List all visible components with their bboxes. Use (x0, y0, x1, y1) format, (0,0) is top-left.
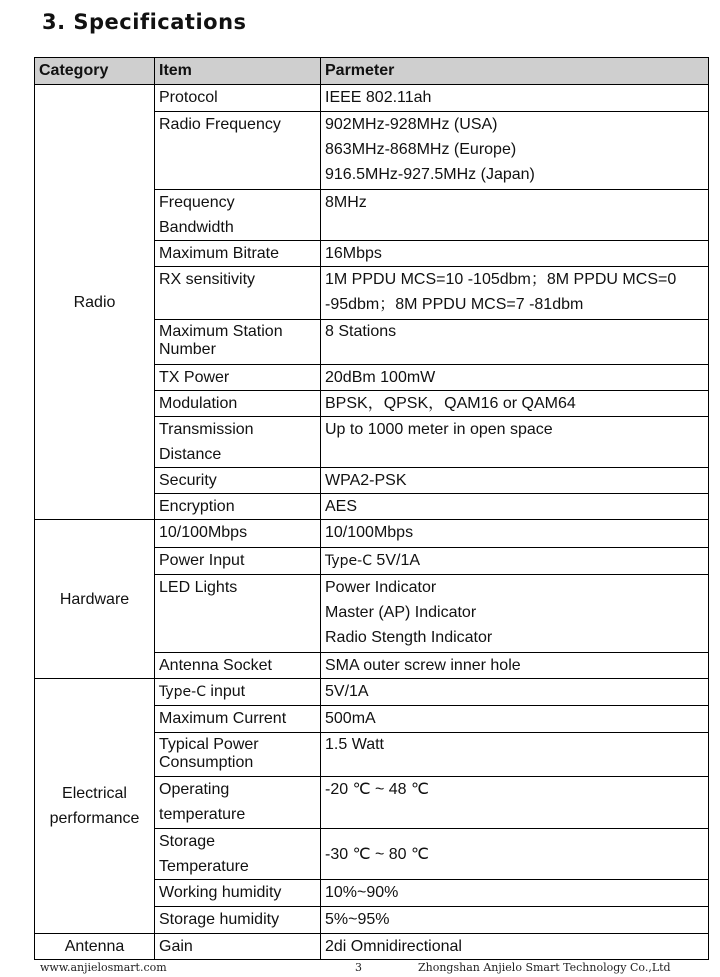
value-line: Radio Stength Indicator (325, 629, 493, 646)
category-line: performance (49, 810, 140, 827)
table-header-row (35, 58, 709, 85)
value-cell: -30 ℃ ~ 80 ℃ (321, 829, 709, 880)
value-cell (321, 575, 709, 653)
item-cell: Antenna Socket (155, 653, 321, 679)
table-row (35, 520, 709, 548)
column-header: Item (155, 58, 321, 85)
item-line: Distance (159, 446, 222, 463)
item-cell (155, 320, 321, 365)
item-line: Operating (159, 781, 230, 798)
value-cell: 20dBm 100mW (321, 365, 709, 391)
item-cell: 10/100Mbps (155, 520, 321, 548)
column-header: Category (35, 58, 155, 85)
item-cell: Working humidity (155, 880, 321, 907)
item-cell: Encryption (155, 494, 321, 520)
value-cell: 5%~95% (321, 907, 709, 934)
item-cell: RX sensitivity (155, 267, 321, 320)
value-cell: 500mA (321, 706, 709, 733)
item-line: Consumption (159, 754, 254, 771)
item-cell: LED Lights (155, 575, 321, 653)
item-cell (155, 679, 321, 706)
item-line: Frequency (159, 194, 235, 211)
item-cell: TX Power (155, 365, 321, 391)
value-cell: 1.5 Watt (321, 733, 709, 777)
category-cell: Radio (35, 85, 155, 520)
footer-website: www.anjielosmart.com (40, 961, 167, 974)
item-line: Maximum Station (159, 323, 283, 340)
item-cell: Power Input (155, 548, 321, 575)
value-cell: SMA outer screw inner hole (321, 653, 709, 679)
category-line: Electrical (62, 785, 127, 802)
value-cell: 16Mbps (321, 241, 709, 267)
value-line: -95dbm；8M PPDU MCS=7 -81dbm (325, 296, 584, 313)
value-cell: Up to 1000 meter in open space (321, 417, 709, 468)
value-cell: AES (321, 494, 709, 520)
value-text: 5V/1A (371, 552, 421, 569)
item-line: Number (159, 341, 216, 358)
value-cell: WPA2-PSK (321, 468, 709, 494)
value-line: Master (AP) Indicator (325, 604, 477, 621)
value-cell: 8 Stations (321, 320, 709, 365)
item-cell (155, 829, 321, 880)
item-line: Storage (159, 833, 216, 850)
item-cell (155, 777, 321, 829)
item-line: Transmission (159, 421, 254, 438)
item-prefix: Type-C (159, 684, 206, 700)
value-line: 902MHz-928MHz (USA) (325, 116, 498, 133)
item-cell: Radio Frequency (155, 112, 321, 190)
column-header: Parmeter (321, 58, 709, 85)
value-cell: 8MHz (321, 190, 709, 241)
item-cell (155, 733, 321, 777)
category-cell (35, 679, 155, 934)
item-cell: Security (155, 468, 321, 494)
value-cell: 10/100Mbps (321, 520, 709, 548)
value-line: 916.5MHz-927.5MHz (Japan) (325, 166, 535, 183)
value-cell (321, 267, 709, 320)
category-cell: Hardware (35, 520, 155, 679)
category-cell: Antenna (35, 934, 155, 960)
item-cell: Protocol (155, 85, 321, 112)
value-cell: 2di Omnidirectional (321, 934, 709, 960)
value-prefix: Type-C (325, 553, 372, 569)
section-heading: 3. Specifications (42, 10, 247, 34)
item-cell: Storage humidity (155, 907, 321, 934)
item-cell: Maximum Current (155, 706, 321, 733)
item-line: Typical Power (159, 736, 259, 753)
item-cell: Maximum Bitrate (155, 241, 321, 267)
value-line: 863MHz-868MHz (Europe) (325, 141, 517, 158)
item-line: Temperature (159, 858, 249, 875)
value-cell: 10%~90% (321, 880, 709, 907)
item-text: input (205, 683, 246, 700)
value-line: Power Indicator (325, 579, 437, 596)
item-cell: Modulation (155, 391, 321, 417)
item-line: temperature (159, 806, 246, 823)
item-cell: Gain (155, 934, 321, 960)
item-cell (155, 417, 321, 468)
footer-page-number: 3 (355, 961, 362, 974)
item-line: Bandwidth (159, 219, 234, 236)
specifications-table (34, 57, 709, 960)
value-line: 1M PPDU MCS=10 -105dbm；8M PPDU MCS=0 (325, 271, 677, 288)
value-cell: IEEE 802.11ah (321, 85, 709, 112)
value-cell: 5V/1A (321, 679, 709, 706)
value-cell (321, 112, 709, 190)
item-cell (155, 190, 321, 241)
value-cell (321, 548, 709, 575)
value-cell: BPSK，QPSK，QAM16 or QAM64 (321, 391, 709, 417)
table-row (35, 934, 709, 960)
table-row (35, 85, 709, 112)
table-row (35, 679, 709, 706)
footer-company: Zhongshan Anjielo Smart Technology Co.,Ltd (418, 961, 671, 974)
value-cell: -20 ℃ ~ 48 ℃ (321, 777, 709, 829)
